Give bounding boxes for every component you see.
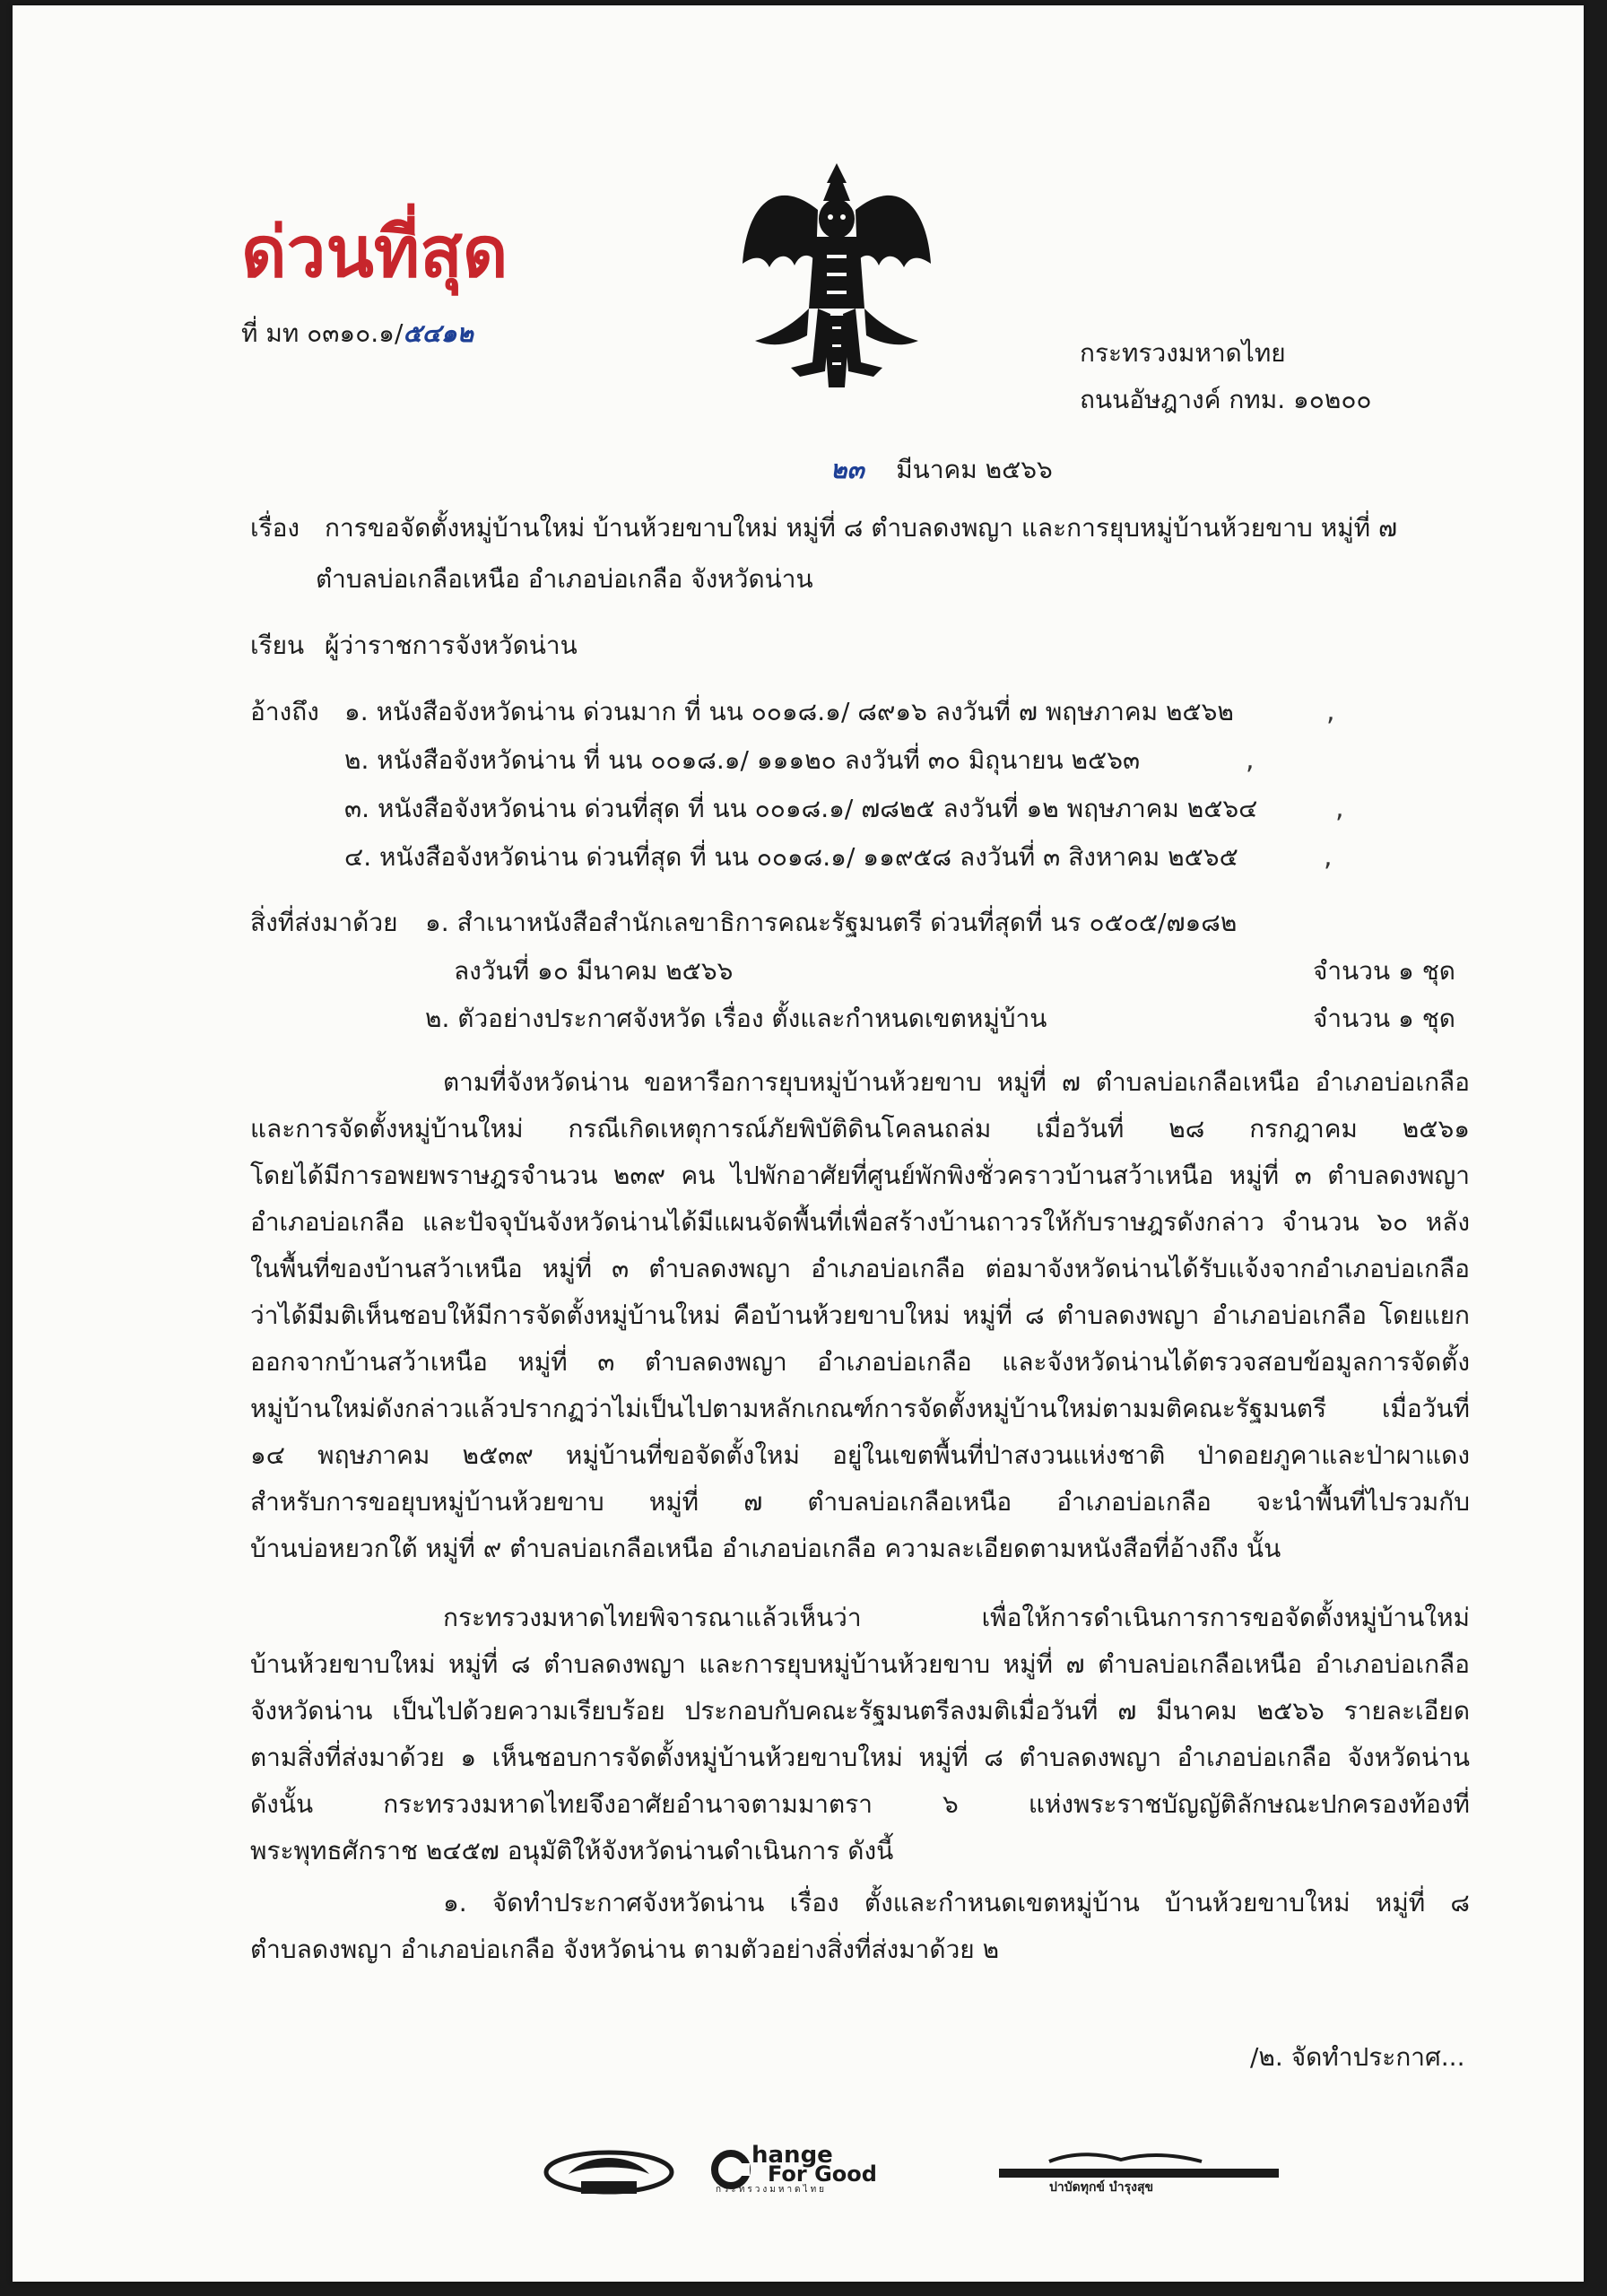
paragraph-line: ๑๔ พฤษภาคม ๒๕๓๙ หมู่บ้านที่ขอจัดตั้งใหม่ อยู่ในเขตพื้นที่ป่าสงวนแห่งชาติ ป่าดอยภูคาและป่าผาแดง — [250, 1440, 1470, 1470]
addressee-name: ผู้ว่าราชการจังหวัดน่าน — [325, 631, 578, 660]
reference-item-4: ๔. หนังสือจังหวัดน่าน ด่วนที่สุด ที่ นน ๐๐๑๘.๑/ ๑๑๙๕๘ ลงวันที่ ๓ สิงหาคม ๒๕๖๕ — [344, 842, 1238, 872]
reference-item-3: ๓. หนังสือจังหวัดน่าน ด่วนที่สุด ที่ นน ๐๐๑๘.๑/ ๗๘๒๕ ลงวันที่ ๑๒ พฤษภาคม ๒๕๖๔ — [344, 794, 1258, 823]
garuda-emblem-icon — [737, 156, 936, 396]
subject-label: เรื่อง — [250, 513, 300, 543]
document-page — [13, 5, 1584, 2282]
paragraph-line: กระทรวงมหาดไทยพิจารณาแล้วเห็นว่า เพื่อให้การดำเนินการการขอจัดตั้งหมู่บ้านใหม่ — [443, 1603, 1470, 1632]
paragraph-line: ๑. จัดทำประกาศจังหวัดน่าน เรื่อง ตั้งและกำหนดเขตหมู่บ้าน บ้านห้วยขาบใหม่ หมู่ที่ ๘ — [443, 1888, 1470, 1918]
enclosure-item-2-qty: จำนวน ๑ ชุด — [1313, 1004, 1455, 1033]
paragraph-line: ว่าได้มีมติเห็นชอบให้มีการจัดตั้งหมู่บ้านใหม่ คือบ้านห้วยขาบใหม่ หมู่ที่ ๘ ตำบลดงพญา อำเภอบ่อเกลือ โดยแยก — [250, 1300, 1470, 1330]
paragraph-line: จังหวัดน่าน เป็นไปด้วยความเรียบร้อย ประกอบกับคณะรัฐมนตรีลงมติเมื่อวันที่ ๗ มีนาคม ๒๕๖๖ รายละเอียด — [250, 1696, 1470, 1726]
document-number-prefix: ที่ มท ๐๓๑๐.๑/ — [241, 318, 404, 348]
subject-line-2: ตำบลบ่อเกลือเหนือ อำเภอบ่อเกลือ จังหวัดน่าน — [316, 564, 813, 594]
paragraph-line: สำหรับการขอยุบหมู่บ้านห้วยขาบ หมู่ที่ ๗ ตำบลบ่อเกลือเหนือ อำเภอบ่อเกลือ จะนำพื้นที่ไปรวมกับ — [250, 1487, 1470, 1517]
logo-text-for-good: For Good — [768, 2161, 877, 2187]
paragraph-line: บ้านห้วยขาบใหม่ หมู่ที่ ๘ ตำบลดงพญา และการยุบหมู่บ้านห้วยขาบ หมู่ที่ ๗ ตำบลบ่อเกลือเหนือ อำเภอบ่อเกลือ — [250, 1649, 1470, 1679]
checkmark-icon: , — [1335, 793, 1344, 824]
subject-line-1: การขอจัดตั้งหมู่บ้านใหม่ บ้านห้วยขาบใหม่ หมู่ที่ ๘ ตำบลดงพญา และการยุบหมู่บ้านห้วยขาบ หมู่ที่ ๗ — [325, 513, 1398, 543]
enclosure-item-2: ๒. ตัวอย่างประกาศจังหวัด เรื่อง ตั้งและกำหนดเขตหมู่บ้าน — [425, 1004, 1047, 1033]
paragraph-line: ดังนั้น กระทรวงมหาดไทยจึงอาศัยอำนาจตามมาตรา ๖ แห่งพระราชบัญญัติลักษณะปกครองท้องที่ — [250, 1789, 1470, 1819]
checkmark-icon: , — [1324, 841, 1333, 873]
date-month-year: มีนาคม ๒๕๖๖ — [896, 455, 1053, 484]
document-date — [830, 452, 1053, 488]
paragraph-line: พระพุทธศักราช ๒๔๕๗ อนุมัติให้จังหวัดน่านดำเนินการ ดังนี้ — [250, 1836, 894, 1866]
change-for-good-logo — [710, 2142, 970, 2199]
sender-address: ถนนอัษฎางค์ กทม. ๑๐๒๐๐ — [1080, 385, 1372, 414]
enclosure-item-1-qty: จำนวน ๑ ชุด — [1313, 956, 1455, 986]
document-number — [241, 316, 473, 352]
date-day-handwritten: ๒๓ — [830, 455, 864, 484]
checkmark-icon: , — [1246, 744, 1255, 776]
references-label: อ้างถึง — [250, 697, 319, 726]
paragraph-line: ในพื้นที่ของบ้านสว้าเหนือ หมู่ที่ ๓ ตำบลดงพญา อำเภอบ่อเกลือ ต่อมาจังหวัดน่านได้รับแจ้งจากอำเภอบ่อเกลือ — [250, 1254, 1470, 1283]
urgency-stamp: ด่วนที่สุด — [241, 213, 508, 293]
addressee-label: เรียน — [250, 631, 305, 660]
paragraph-line: บ้านบ่อหยวกใต้ หมู่ที่ ๙ ตำบลบ่อเกลือเหนือ อำเภอบ่อเกลือ ความละเอียดตามหนังสือที่อ้างถึง นั้น — [250, 1534, 1281, 1563]
paragraph-line: ตามสิ่งที่ส่งมาด้วย ๑ เห็นชอบการจัดตั้งหมู่บ้านห้วยขาบใหม่ หมู่ที่ ๘ ตำบลดงพญา อำเภอบ่อเกลือ จังหวัดน่าน — [250, 1743, 1470, 1772]
paragraph-line: และการจัดตั้งหมู่บ้านใหม่ กรณีเกิดเหตุการณ์ภัยพิบัติดินโคลนถล่ม เมื่อวันที่ ๒๘ กรกฎาคม ๒๕๖๑ — [250, 1114, 1470, 1144]
paragraph-line: หมู่บ้านใหม่ดังกล่าวแล้วปรากฏว่าไม่เป็นไปตามหลักเกณฑ์การจัดตั้งหมู่บ้านใหม่ตามมติคณะรัฐมนตรี เมื่อวันที่ — [250, 1394, 1470, 1423]
checkmark-icon: , — [1326, 696, 1335, 727]
ministry-motto-logo — [995, 2149, 1282, 2199]
document-number-handwritten: ๕๔๑๒ — [403, 318, 473, 348]
continuation-note: /๒. จัดทำประกาศ... — [1250, 2042, 1465, 2072]
paragraph-line: ออกจากบ้านสว้าเหนือ หมู่ที่ ๓ ตำบลดงพญา อำเภอบ่อเกลือ และจังหวัดน่านได้ตรวจสอบข้อมูลการจัดตั้ง — [250, 1347, 1470, 1377]
reference-item-1: ๑. หนังสือจังหวัดน่าน ด่วนมาก ที่ นน ๐๐๑๘.๑/ ๘๙๑๖ ลงวันที่ ๗ พฤษภาคม ๒๕๖๒ — [344, 697, 1234, 726]
motto-caption: ปาบัดทุกข์ บำรุงสุข — [1049, 2180, 1154, 2195]
enclosure-item-1-date: ลงวันที่ ๑๐ มีนาคม ๒๕๖๖ — [454, 956, 734, 986]
reference-item-2: ๒. หนังสือจังหวัดน่าน ที่ นน ๐๐๑๘.๑/ ๑๑๑๒๐ ลงวันที่ ๓๐ มิถุนายน ๒๕๖๓ — [344, 745, 1141, 775]
motto-banner-icon — [995, 2149, 1282, 2179]
logo-text-hange: hange — [751, 2142, 833, 2169]
seal-logo-icon — [542, 2149, 676, 2199]
paragraph-line: อำเภอบ่อเกลือ และปัจจุบันจังหวัดน่านได้มีแผนจัดพื้นที่เพื่อสร้างบ้านถาวรให้กับราษฎรดังกล่าว จำนวน ๖๐ หลัง — [250, 1207, 1470, 1237]
paragraph-line: โดยได้มีการอพยพราษฎรจำนวน ๒๓๙ คน ไปพักอาศัยที่ศูนย์พักพิงชั่วคราวบ้านสว้าเหนือ หมู่ที่ ๓ ตำบลดงพญา — [250, 1161, 1470, 1190]
logo-caption: กระทรวงมหาดไทย — [716, 2185, 828, 2195]
paragraph-line: ตำบลดงพญา อำเภอบ่อเกลือ จังหวัดน่าน ตามตัวอย่างสิ่งที่ส่งมาด้วย ๒ — [250, 1935, 1000, 1964]
enclosure-item-1: ๑. สำเนาหนังสือสำนักเลขาธิการคณะรัฐมนตรี ด่วนที่สุดที่ นร ๐๕๐๕/๗๑๘๒ — [425, 908, 1238, 937]
paragraph-line: ตามที่จังหวัดน่าน ขอหารือการยุบหมู่บ้านห้วยขาบ หมู่ที่ ๗ ตำบลบ่อเกลือเหนือ อำเภอบ่อเกลือ — [443, 1067, 1470, 1097]
sender-ministry: กระทรวงมหาดไทย — [1080, 338, 1286, 368]
enclosures-label: สิ่งที่ส่งมาด้วย — [250, 908, 398, 937]
